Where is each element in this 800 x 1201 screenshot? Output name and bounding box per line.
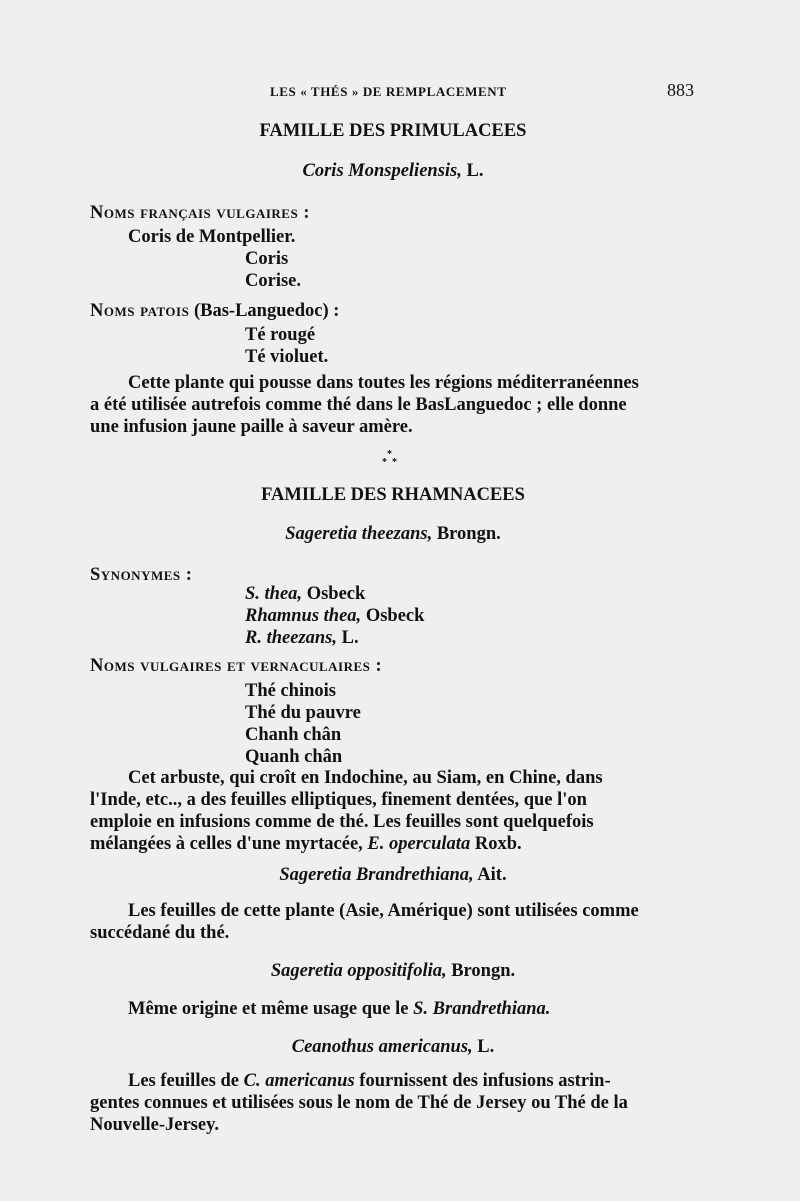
noms-patois-list bbox=[90, 324, 696, 368]
species-author: Brongn. bbox=[451, 961, 516, 981]
paragraph-line: a été utilisée autrefois comme thé dans le BasLanguedoc ; elle donne bbox=[90, 395, 627, 415]
list-item: Coris bbox=[245, 249, 289, 269]
species-name: Sageretia theezans, bbox=[285, 524, 433, 544]
species-name: Sageretia Brandrethiana, bbox=[279, 865, 474, 885]
noms-francais-label: Noms français vulgaires : bbox=[90, 203, 310, 223]
species-heading-sageretia-brandrethiana bbox=[90, 864, 696, 886]
noms-patois-heading bbox=[90, 300, 696, 322]
paragraph-line: succédané du thé. bbox=[90, 923, 230, 943]
paragraph-line: une infusion jaune paille à saveur amère. bbox=[90, 417, 413, 437]
species-name: Ceanothus americanus, bbox=[291, 1037, 473, 1057]
noms-vulgaires-list bbox=[90, 680, 696, 768]
paragraph-ceanothus bbox=[90, 1070, 696, 1136]
list-item: Thé chinois bbox=[245, 681, 336, 701]
paragraph-line: emploie en infusions comme de thé. Les feuilles sont quelquefois bbox=[90, 812, 594, 832]
paragraph-sageretia-oppositifolia bbox=[90, 998, 696, 1020]
asterism-ornament: * * * bbox=[382, 449, 397, 468]
species-author: L. bbox=[466, 161, 484, 181]
list-item: Té rougé bbox=[245, 325, 316, 345]
list-item: Quanh chân bbox=[245, 747, 343, 767]
paragraph-sageretia-brandrethiana bbox=[90, 900, 696, 944]
paragraph-line: Nouvelle-Jersey. bbox=[90, 1115, 219, 1135]
page-number: 883 bbox=[667, 80, 694, 100]
species-heading-coris bbox=[90, 160, 696, 182]
running-title: LES « THÉS » DE REMPLACEMENT bbox=[270, 84, 507, 99]
paragraph-line: Les feuilles de cette plante (Asie, Amérique) sont utilisées comme bbox=[128, 901, 639, 921]
list-item: Rhamnus thea, Osbeck bbox=[245, 606, 425, 626]
species-heading-ceanothus bbox=[90, 1036, 696, 1058]
family-heading-rhamnacees: FAMILLE DES RHAMNACEES bbox=[261, 485, 525, 505]
paragraph-line: gentes connues et utilisées sous le nom de Thé de Jersey ou Thé de la bbox=[90, 1093, 628, 1113]
species-heading-sageretia-oppositifolia bbox=[90, 960, 696, 982]
paragraph-sageretia-theezans bbox=[90, 767, 696, 855]
synonymes-list bbox=[90, 583, 696, 649]
noms-patois-region: (Bas-Languedoc) : bbox=[193, 301, 340, 321]
noms-vulgaires-label: Noms vulgaires et vernaculaires : bbox=[90, 656, 383, 676]
noms-patois-label: Noms patois bbox=[90, 301, 190, 321]
family-heading-primulacees: FAMILLE DES PRIMULACEES bbox=[259, 121, 527, 141]
list-item: S. thea, Osbeck bbox=[245, 584, 366, 604]
species-author: Ait. bbox=[477, 865, 507, 885]
paragraph-line: mélangées à celles d'une myrtacée, E. operculata Roxb. bbox=[90, 834, 522, 854]
list-item: Thé du pauvre bbox=[245, 703, 361, 723]
list-item: R. theezans, L. bbox=[245, 628, 359, 648]
species-name: Sageretia oppositifolia, bbox=[270, 961, 447, 981]
species-heading-sageretia-theezans bbox=[90, 523, 696, 545]
list-item: Té violuet. bbox=[245, 347, 329, 367]
species-author: L. bbox=[477, 1037, 495, 1057]
paragraph-line: l'Inde, etc.., a des feuilles elliptiques, finement dentées, que l'on bbox=[90, 790, 587, 810]
paragraph-line: Même origine et même usage que le S. Brandrethiana. bbox=[128, 999, 551, 1019]
species-author: Brongn. bbox=[436, 524, 501, 544]
list-item: Coris de Montpellier. bbox=[128, 227, 296, 247]
species-name: Coris Monspeliensis, bbox=[302, 161, 462, 181]
list-item: Chanh chân bbox=[245, 725, 342, 745]
paragraph-coris bbox=[90, 372, 696, 438]
paragraph-line: Les feuilles de C. americanus fournissent des infusions astrin- bbox=[128, 1071, 611, 1091]
paragraph-line: Cet arbuste, qui croît en Indochine, au Siam, en Chine, dans bbox=[128, 768, 603, 788]
noms-francais-list bbox=[90, 226, 696, 292]
paragraph-line: Cette plante qui pousse dans toutes les régions méditerranéennes bbox=[128, 373, 639, 393]
list-item: Corise. bbox=[245, 271, 301, 291]
synonymes-label: Synonymes : bbox=[90, 565, 193, 585]
